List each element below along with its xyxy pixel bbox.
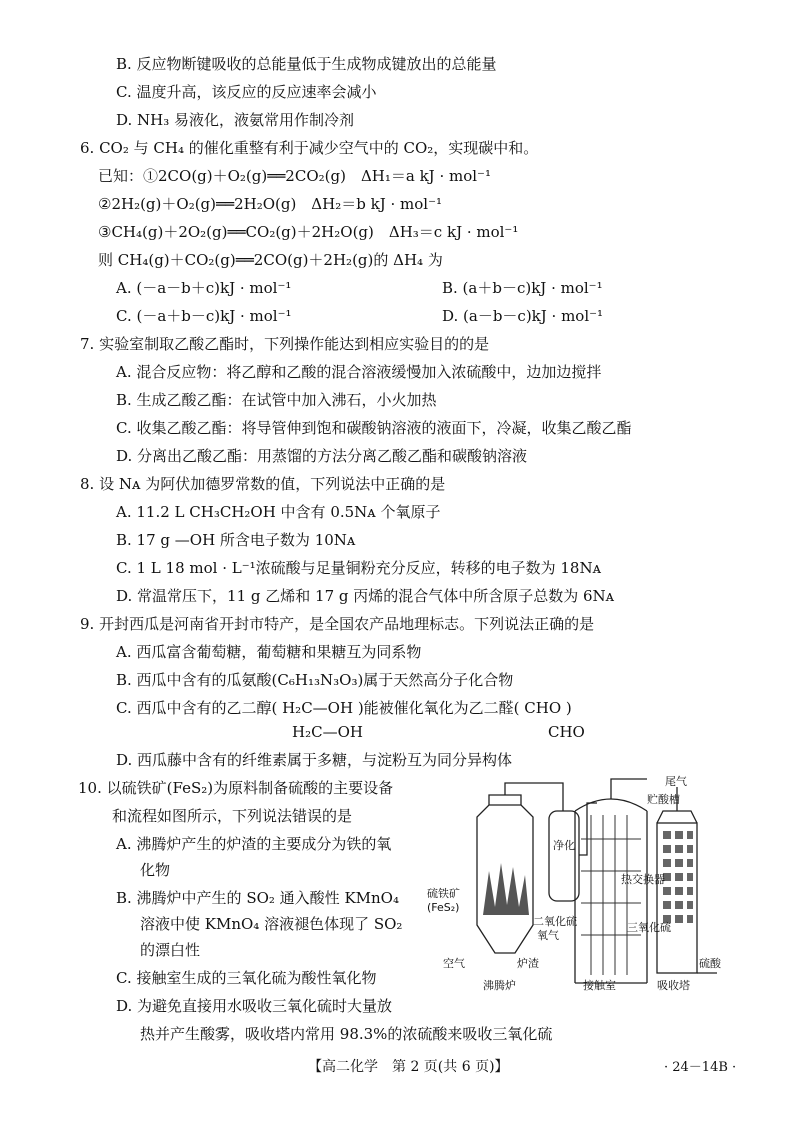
label-purify: 净化	[553, 839, 575, 852]
q10-option-b-1: B. 沸腾炉中产生的 SO₂ 通入酸性 KMnO₄	[116, 889, 399, 907]
q6-known-3: ③CH₄(g)＋2O₂(g)══CO₂(g)＋2H₂O(g) ΔH₃＝c kJ · mol⁻¹	[98, 223, 519, 241]
q7-option-a: A. 混合反应物：将乙醇和乙酸的混合溶液缓慢加入浓硫酸中，边加边搅拌	[116, 363, 602, 381]
label-boiling-furnace: 沸腾炉	[483, 979, 516, 992]
label-slag: 炉渣	[517, 957, 539, 970]
q9-formula-ethylene-glycol: H₂C—OH	[292, 723, 363, 741]
label-storage-tank: 贮酸槽	[647, 793, 680, 806]
contact-chamber-shape	[575, 799, 647, 983]
q10-stem-2: 和流程如图所示，下列说法错误的是	[112, 807, 353, 825]
label-contact-chamber: 接触室	[583, 979, 616, 992]
q10-option-d-1: D. 为避免直接用水吸收三氧化硫时大量放	[116, 997, 393, 1015]
q10-option-d-2: 热并产生酸雾，吸收塔内常用 98.3%的浓硫酸来吸收三氧化硫	[140, 1025, 553, 1043]
q8-option-a: A. 11.2 L CH₃CH₂OH 中含有 0.5Nᴀ 个氧原子	[116, 503, 441, 521]
q5-option-d: D. NH₃ 易液化，液氨常用作制冷剂	[116, 111, 355, 129]
footer-code: · 24－14B ·	[664, 1060, 737, 1075]
q6-option-c: C. (－a＋b－c)kJ · mol⁻¹	[116, 307, 292, 325]
q10-option-b-2: 溶液中使 KMnO₄ 溶液褪色体现了 SO₂	[140, 915, 403, 933]
q6-option-b: B. (a＋b－c)kJ · mol⁻¹	[442, 279, 603, 297]
q8-option-b: B. 17 g —OH 所含电子数为 10Nᴀ	[116, 531, 356, 549]
page-footer	[0, 1056, 794, 1078]
label-so2: 二氧化硫	[533, 915, 577, 928]
sulfuric-acid-process-diagram	[425, 775, 725, 1003]
label-air: 空气	[443, 957, 465, 970]
footer-page-info: 【高二化学 第 2 页(共 6 页)】	[308, 1059, 509, 1075]
q9-option-c: C. 西瓜中含有的乙二醇( H₂C—OH )能被催化氧化为乙二醛( CHO )	[116, 699, 572, 717]
q6-known-2: ②2H₂(g)＋O₂(g)══2H₂O(g) ΔH₂＝b kJ · mol⁻¹	[98, 195, 442, 213]
q10-option-b-3: 的漂白性	[140, 941, 201, 959]
label-heat-exchanger: 热交换器	[621, 873, 665, 886]
q7-option-b: B. 生成乙酸乙酯：在试管中加入沸石，小火加热	[116, 391, 437, 409]
q8-option-c: C. 1 L 18 mol · L⁻¹浓硫酸与足量铜粉充分反应，转移的电子数为 18Nᴀ	[116, 559, 602, 577]
q8-option-d: D. 常温常压下，11 g 乙烯和 17 g 丙烯的混合气体中所含原子总数为 6Nᴀ	[116, 587, 615, 605]
q6-known-1: 已知：①2CO(g)＋O₂(g)══2CO₂(g) ΔH₁＝a kJ · mol⁻¹	[98, 167, 491, 185]
q9-option-d: D. 西瓜藤中含有的纤维素属于多糖，与淀粉互为同分异构体	[116, 751, 513, 769]
label-absorption-tower: 吸收塔	[657, 979, 690, 992]
q7-option-c: C. 收集乙酸乙酯：将导管伸到饱和碳酸钠溶液的液面下，冷凝，收集乙酸乙酯	[116, 419, 632, 437]
q10-option-a-1: A. 沸腾炉产生的炉渣的主要成分为铁的氧	[116, 835, 392, 853]
label-so3: 三氧化硫	[627, 921, 671, 934]
q7-stem: 7. 实验室制取乙酸乙酯时，下列操作能达到相应实验目的的是	[80, 335, 490, 353]
label-tail-gas: 尾气	[665, 775, 687, 788]
label-pyrite-formula: (FeS₂)	[427, 901, 460, 914]
label-pyrite: 硫铁矿	[427, 887, 460, 900]
q5-option-b: B. 反应物断键吸收的总能量低于生成物成键放出的总能量	[116, 55, 497, 73]
q7-option-d: D. 分离出乙酸乙酯：用蒸馏的方法分离乙酸乙酯和碳酸钠溶液	[116, 447, 528, 465]
label-o2: 氧气	[537, 929, 559, 942]
q6-stem: 6. CO₂ 与 CH₄ 的催化重整有利于减少空气中的 CO₂，实现碳中和。	[80, 139, 539, 157]
q9-option-a: A. 西瓜富含葡萄糖，葡萄糖和果糖互为同系物	[116, 643, 422, 661]
q5-option-c: C. 温度升高，该反应的反应速率会减小	[116, 83, 377, 101]
q6-question: 则 CH₄(g)＋CO₂(g)══2CO(g)＋2H₂(g)的 ΔH₄ 为	[98, 251, 443, 269]
q10-option-a-2: 化物	[140, 861, 171, 879]
label-sulfuric-acid: 硫酸	[699, 957, 721, 970]
q10-stem-1: 10. 以硫铁矿(FeS₂)为原料制备硫酸的主要设备	[78, 779, 394, 797]
q8-stem: 8. 设 Nᴀ 为阿伏加德罗常数的值，下列说法中正确的是	[80, 475, 446, 493]
q9-stem: 9. 开封西瓜是河南省开封市特产，是全国农产品地理标志。下列说法正确的是	[80, 615, 595, 633]
q9-formula-glyoxal: CHO	[548, 723, 585, 741]
q6-option-a: A. (－a－b＋c)kJ · mol⁻¹	[116, 279, 292, 297]
q10-option-c: C. 接触室生成的三氧化硫为酸性氧化物	[116, 969, 377, 987]
q9-option-b: B. 西瓜中含有的瓜氨酸(C₆H₁₃N₃O₃)属于天然高分子化合物	[116, 671, 514, 689]
q6-option-d: D. (a－b－c)kJ · mol⁻¹	[442, 307, 604, 325]
